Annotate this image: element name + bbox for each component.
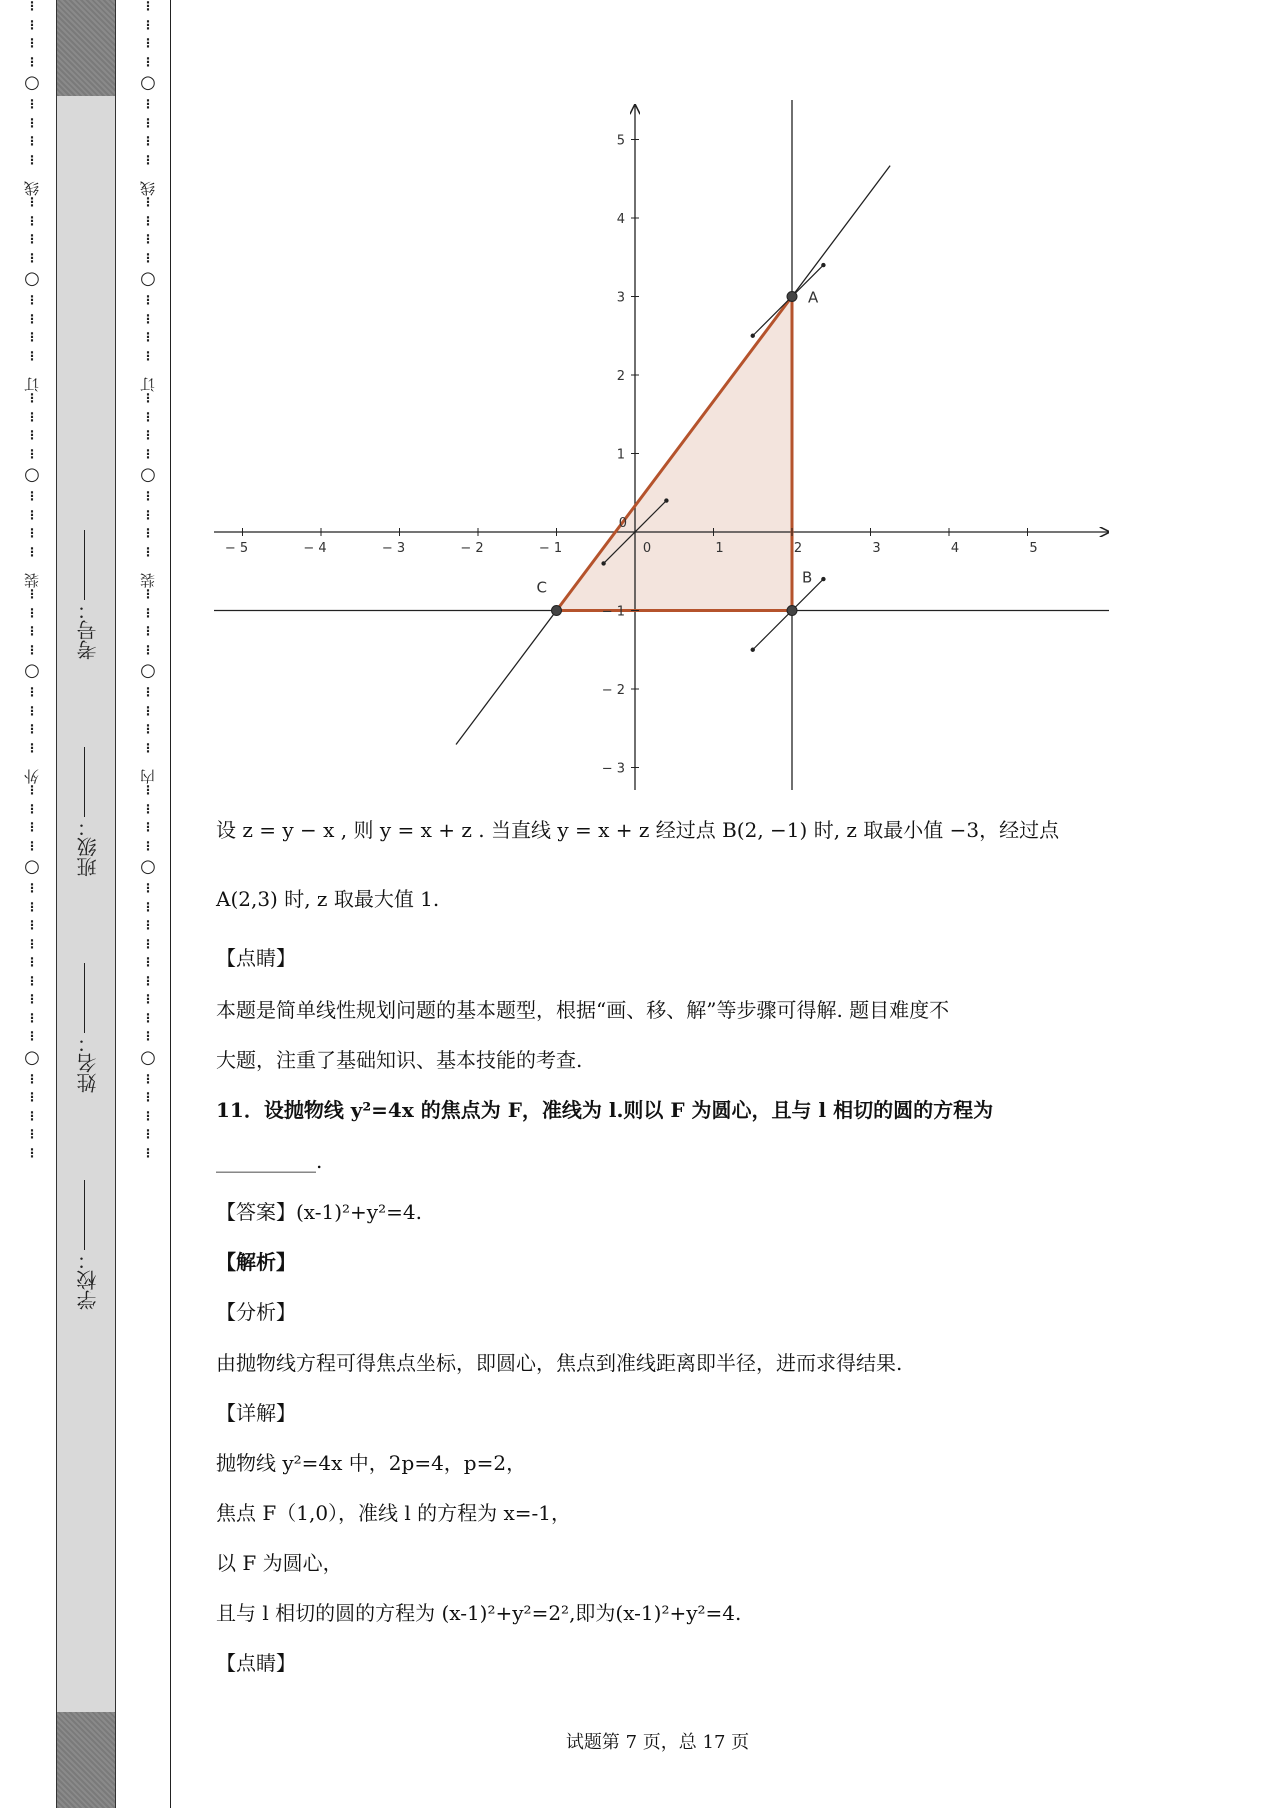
binding-dot: ⋮ (142, 1108, 154, 1123)
binding-dot: ⋮ (26, 703, 38, 718)
segment-endpoint (821, 263, 825, 267)
binding-dot: ⋮ (142, 391, 154, 405)
binding-rule (170, 0, 171, 1808)
binding-dot: ⋮ (142, 740, 154, 755)
y-tick-label: 1 (616, 447, 625, 463)
binding-dot: ⋮ (142, 330, 154, 344)
binding-circle: ○ (24, 660, 40, 681)
binding-dot: ⋮ (26, 820, 38, 834)
binding-dot: ⋮ (142, 838, 154, 853)
binding-dot: ⋮ (142, 642, 154, 657)
binding-dot: ⋮ (26, 115, 38, 130)
binding-dot: ⋮ (142, 587, 154, 601)
binding-dot: ⋮ (142, 54, 154, 69)
y-tick-label: 4 (616, 212, 625, 227)
binding-dot: ⋮ (26, 992, 38, 1006)
binding-dot: ⋮ (142, 232, 154, 246)
dianjing-text-2: 大题，注重了基础知识、基本技能的考查. (216, 1048, 583, 1072)
dianjing-heading-1: 【点睛】 (216, 946, 296, 970)
outer-binding-label: 订 (22, 377, 41, 392)
binding-dot: ⋮ (142, 489, 154, 503)
binding-dot: ⋮ (142, 213, 154, 228)
binding-dot: ⋮ (142, 526, 154, 540)
x-tick-label: − 3 (381, 541, 406, 556)
binding-dot: ⋮ (142, 250, 154, 265)
binding-circle: ○ (24, 856, 40, 877)
binding-dot: ⋮ (142, 936, 154, 951)
binding-dot: ⋮ (26, 250, 38, 265)
binding-dot: ⋮ (26, 1029, 38, 1043)
binding-dot: ⋮ (26, 642, 38, 657)
segment-endpoint (751, 334, 755, 338)
binding-dot: ⋮ (26, 1127, 38, 1141)
binding-dot: ⋮ (26, 330, 38, 344)
binding-dot: ⋮ (26, 936, 38, 951)
binding-dot: ⋮ (26, 17, 38, 32)
binding-dot: ⋮ (26, 507, 38, 522)
binding-circle: ○ (140, 1046, 156, 1068)
binding-dot: ⋮ (142, 801, 154, 816)
question-11: 11．设抛物线 y²=4x 的焦点为 F，准线为 l.则以 F 为圆心，且与 l 相切的圆的方程为 (216, 1098, 994, 1122)
x-tick-label: 0 (642, 541, 652, 556)
y-tick-label: 3 (616, 290, 625, 306)
binding-dot: ⋮ (142, 955, 154, 969)
binding-dot: ⋮ (26, 409, 38, 424)
feasible-region-graph (214, 100, 1109, 790)
vertex-label-a: A (808, 288, 819, 307)
binding-dot: ⋮ (142, 1010, 154, 1025)
binding-dot: ⋮ (26, 605, 38, 620)
binding-dot: ⋮ (142, 1127, 154, 1141)
binding-dot: ⋮ (142, 1145, 154, 1160)
binding-circle: ○ (24, 268, 40, 289)
vertex-label-c: C (536, 578, 547, 597)
binding-dot: ⋮ (26, 838, 38, 853)
binding-dot: ⋮ (26, 955, 38, 969)
binding-dot: ⋮ (26, 195, 38, 209)
binding-dot: ⋮ (26, 783, 38, 797)
binding-dot: ⋮ (26, 881, 38, 895)
binding-dot: ⋮ (142, 783, 154, 797)
binding-dot: ⋮ (142, 134, 154, 148)
binding-dot: ⋮ (142, 507, 154, 522)
binding-dot: ⋮ (142, 293, 154, 307)
binding-dot: ⋮ (26, 722, 38, 736)
binding-dot: ⋮ (142, 409, 154, 424)
binding-dot: ⋮ (26, 97, 38, 111)
page-footer: 试题第 7 页，总 17 页 (565, 1732, 750, 1753)
binding-dot: ⋮ (142, 722, 154, 736)
binding-dot: ⋮ (26, 134, 38, 148)
binding-dot: ⋮ (26, 899, 38, 914)
dianjing-heading-2: 【点睛】 (216, 1651, 296, 1675)
binding-dot: ⋮ (142, 973, 154, 988)
binding-dot: ⋮ (26, 587, 38, 601)
binding-dot: ⋮ (142, 624, 154, 638)
y-tick-label: − 3 (601, 761, 625, 777)
binding-dot: ⋮ (142, 1071, 154, 1086)
binding-dot: ⋮ (26, 1071, 38, 1086)
binding-dot: ⋮ (142, 899, 154, 914)
vertex-label-b: B (802, 568, 813, 587)
student-info-fields (73, 530, 100, 1310)
field-name: 姓名： (73, 963, 97, 1093)
binding-dot: ⋮ (142, 311, 154, 326)
binding-dot: ⋮ (142, 0, 154, 13)
binding-dot: ⋮ (26, 1145, 38, 1160)
binding-dot: ⋮ (142, 36, 154, 50)
binding-dot: ⋮ (26, 428, 38, 442)
binding-dot: ⋮ (26, 348, 38, 363)
origin-label: 0 (618, 516, 627, 531)
binding-dot: ⋮ (26, 54, 38, 69)
binding-dot: ⋮ (142, 446, 154, 461)
vertex-c (552, 606, 562, 616)
x-tick-label: 2 (793, 541, 803, 556)
binding-circle: ○ (140, 856, 156, 877)
binding-dot: ⋮ (26, 311, 38, 326)
binding-dot: ⋮ (26, 973, 38, 988)
binding-dot: ⋮ (142, 918, 154, 932)
binding-dot: ⋮ (26, 36, 38, 50)
x-tick-label: − 1 (538, 541, 563, 556)
segment-endpoint (821, 577, 825, 581)
question-11-blank: __________. (216, 1149, 323, 1173)
x-tick-label: − 5 (224, 541, 249, 556)
outer-binding-dots (20, 0, 44, 1808)
vertex-a (787, 292, 797, 302)
binding-dot: ⋮ (26, 918, 38, 932)
inner-binding-label: 订 (138, 377, 157, 392)
binding-dot: ⋮ (26, 740, 38, 755)
xiangjie-line-3: 以 F 为圆心， (216, 1551, 343, 1575)
inner-binding-label: 装 (138, 573, 157, 588)
x-tick-label: 5 (1029, 541, 1038, 556)
binding-dot: ⋮ (26, 232, 38, 246)
binding-circle: ○ (24, 1046, 40, 1068)
binding-dot: ⋮ (26, 152, 38, 167)
segment-endpoint (664, 498, 668, 502)
x-tick-label: − 2 (460, 541, 484, 556)
binding-hatch-bottom (57, 1712, 115, 1808)
outer-binding-label: 装 (22, 573, 41, 588)
solution-line-2: A(2,3) 时, z 取最大值 1. (216, 887, 440, 911)
binding-circle: ○ (140, 464, 156, 485)
binding-dot: ⋮ (26, 293, 38, 307)
binding-dot: ⋮ (26, 446, 38, 461)
x-tick-label: − 4 (303, 541, 327, 556)
binding-circle: ○ (140, 268, 156, 289)
binding-dot: ⋮ (26, 526, 38, 540)
inner-binding-label: 内 (138, 769, 157, 784)
binding-dot: ⋮ (142, 881, 154, 895)
binding-dot: ⋮ (142, 703, 154, 718)
binding-dot: ⋮ (142, 152, 154, 167)
binding-dot: ⋮ (142, 115, 154, 130)
binding-dot: ⋮ (26, 1010, 38, 1025)
binding-dot: ⋮ (142, 605, 154, 620)
segment-endpoint (601, 561, 605, 565)
binding-hatch-top (57, 0, 115, 96)
field-school: 学校： (73, 1180, 97, 1310)
binding-dot: ⋮ (26, 624, 38, 638)
binding-circle: ○ (24, 464, 40, 485)
y-tick-label: 5 (616, 133, 625, 149)
binding-dot: ⋮ (26, 801, 38, 816)
xiangjie-line-2: 焦点 F（1,0），准线 l 的方程为 x=-1， (216, 1501, 572, 1525)
binding-dot: ⋮ (142, 544, 154, 559)
binding-dot: ⋮ (142, 97, 154, 111)
binding-dot: ⋮ (142, 195, 154, 209)
segment-endpoint (751, 648, 755, 652)
binding-circle: ○ (140, 72, 156, 93)
xiangjie-line-1: 抛物线 y²=4x 中，2p=4，p=2， (216, 1451, 527, 1475)
solution-line-1: 设 z = y − x , 则 y = x + z . 当直线 y = x + z 经过点 B(2, −1) 时, z 取最小值 −3，经过点 (216, 818, 1060, 842)
binding-circle: ○ (140, 660, 156, 681)
binding-dot: ⋮ (142, 1029, 154, 1043)
jiexi-heading: 【解析】 (216, 1250, 296, 1274)
outer-binding-label: 线 (22, 181, 41, 196)
binding-dot: ⋮ (26, 1108, 38, 1123)
binding-circle: ○ (24, 72, 40, 93)
dianjing-text-1: 本题是简单线性规划问题的基本题型，根据“画、移、解”等步骤可得解. 题目难度不 (216, 998, 950, 1022)
xiangjie-line-4: 且与 l 相切的圆的方程为 (x-1)²+y²=2²,即为(x-1)²+y²=4. (216, 1601, 742, 1625)
vertex-b (787, 606, 797, 616)
binding-dot: ⋮ (142, 820, 154, 834)
x-tick-label: 3 (872, 541, 881, 556)
x-tick-label: 1 (715, 541, 724, 556)
fenxi-heading: 【分析】 (216, 1300, 296, 1324)
answer-line: 【答案】(x-1)²+y²=4. (216, 1200, 422, 1224)
binding-dot: ⋮ (26, 1090, 38, 1104)
binding-dot: ⋮ (26, 213, 38, 228)
binding-dot: ⋮ (26, 0, 38, 13)
binding-dot: ⋮ (26, 489, 38, 503)
binding-dot: ⋮ (142, 348, 154, 363)
inner-binding-label: 线 (138, 181, 157, 196)
y-tick-label: − 2 (601, 683, 625, 698)
inner-binding-dots (136, 0, 160, 1808)
y-tick-label: − 1 (601, 604, 625, 620)
fenxi-text: 由抛物线方程可得焦点坐标，即圆心，焦点到准线距离即半径，进而求得结果. (216, 1351, 903, 1375)
binding-dot: ⋮ (142, 428, 154, 442)
binding-dot: ⋮ (26, 391, 38, 405)
binding-dot: ⋮ (142, 17, 154, 32)
y-tick-label: 2 (616, 369, 625, 384)
outer-binding-label: 外 (22, 769, 41, 784)
binding-dot: ⋮ (26, 544, 38, 559)
field-exam-number: 考号： (73, 530, 97, 660)
x-tick-label: 4 (950, 541, 960, 556)
binding-dot: ⋮ (26, 685, 38, 699)
field-class: 班级： (73, 747, 97, 877)
xiangjie-heading: 【详解】 (216, 1401, 296, 1425)
binding-dot: ⋮ (142, 685, 154, 699)
binding-dot: ⋮ (142, 992, 154, 1006)
binding-dot: ⋮ (142, 1090, 154, 1104)
